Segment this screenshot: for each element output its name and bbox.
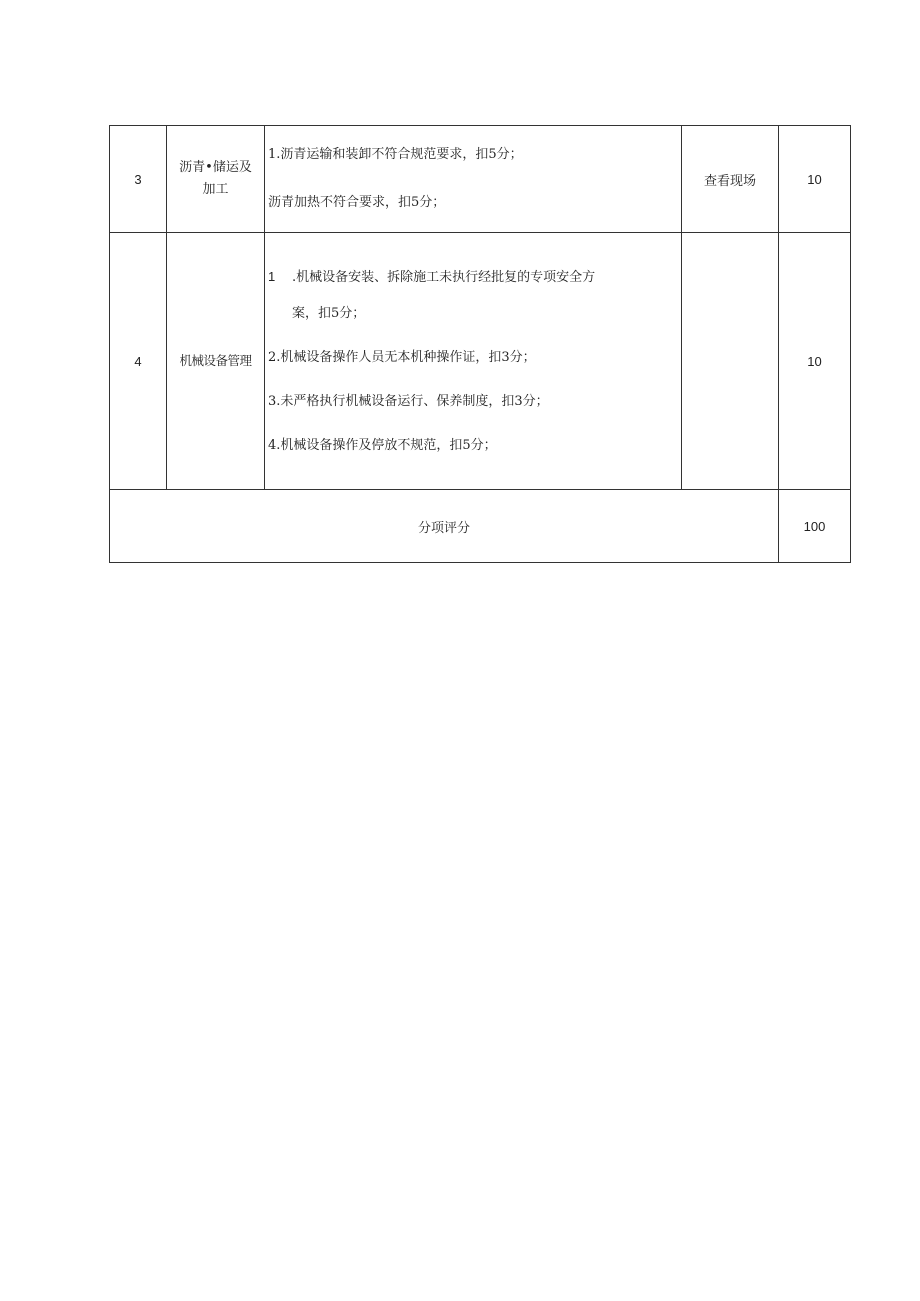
table-row-3 <box>110 126 851 233</box>
criterion-number: 1 <box>268 268 276 284</box>
criterion-text: 沥青加热不符合要求，扣5分； <box>268 195 446 210</box>
inspection-item-line2: 加工 <box>202 182 229 197</box>
criterion-text: 4.机械设备操作及停放不规范，扣5分； <box>268 437 497 453</box>
inspection-item-line1: 沥青•储运及 <box>179 160 252 175</box>
inspection-item: 机械设备管理 <box>167 233 265 490</box>
criterion-text: 1 .机械设备安装、拆除施工未执行经批复的专项安全方 <box>268 268 596 285</box>
criterion-text: 1.沥青运输和装卸不符合规范要求，扣5分； <box>268 147 523 162</box>
check-method <box>682 233 779 490</box>
row-score: 10 <box>779 233 851 490</box>
total-label: 分项评分 <box>110 490 779 563</box>
row-number: 4 <box>110 233 167 490</box>
deduction-criteria <box>265 233 682 490</box>
scoring-table <box>109 125 851 563</box>
criterion-text: 3.未严格执行机械设备运行、保养制度，扣3分； <box>268 393 549 409</box>
criterion-text: 2.机械设备操作人员无本机种操作证，扣3分； <box>268 349 536 365</box>
table-row-4 <box>110 233 851 490</box>
table-row-total <box>110 490 851 563</box>
row-score: 10 <box>779 126 851 233</box>
check-method: 查看现场 <box>682 126 779 233</box>
deduction-criteria <box>265 126 682 233</box>
inspection-item <box>167 126 265 233</box>
row-number: 3 <box>110 126 167 233</box>
criterion-continuation: 案，扣5分； <box>292 305 366 321</box>
total-score: 100 <box>779 490 851 563</box>
